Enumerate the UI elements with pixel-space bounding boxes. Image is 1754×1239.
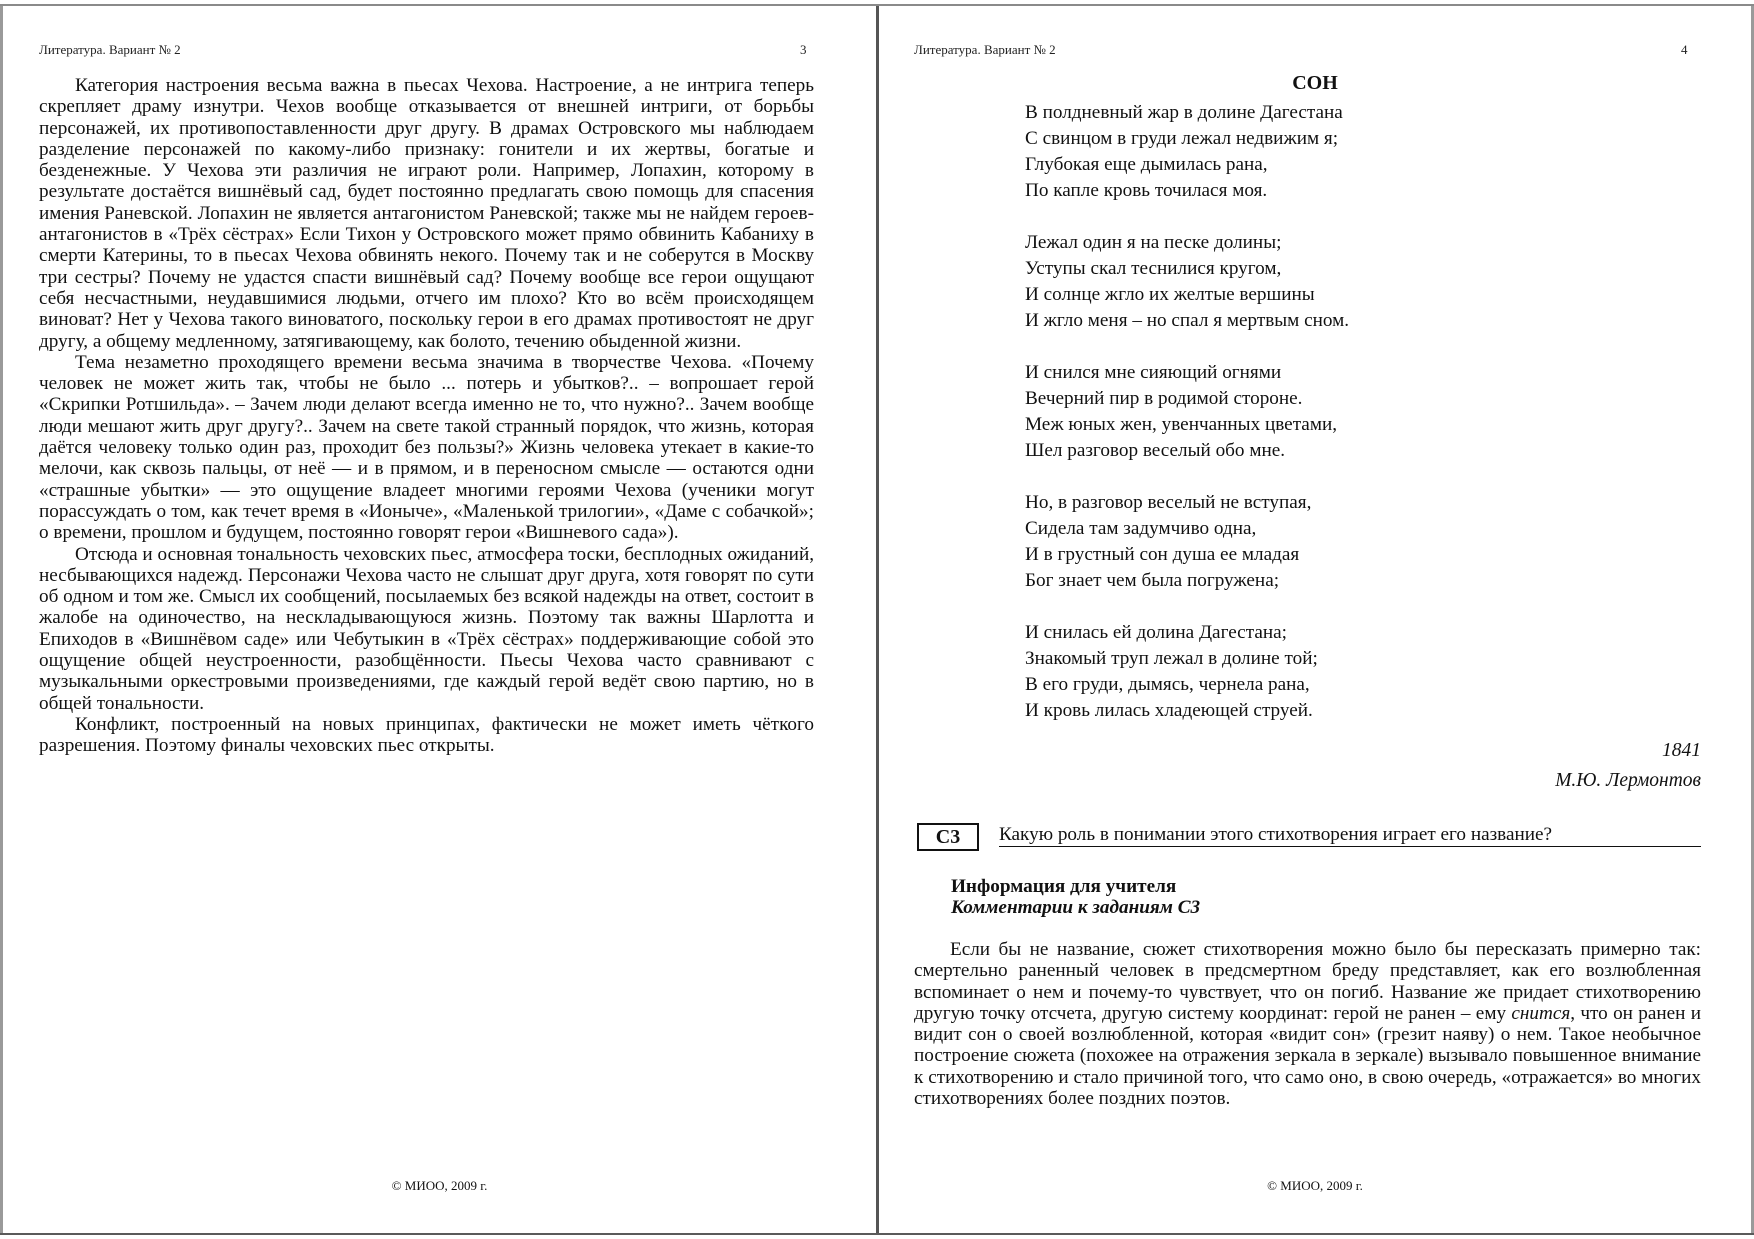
poem-line: Лежал один я на песке долины; — [1025, 232, 1282, 253]
stanza — [1025, 100, 1349, 204]
poem-line: Меж юных жен, увенчанных цветами, — [1025, 414, 1338, 435]
running-header: Литература. Вариант № 2 — [914, 42, 1056, 57]
poem-line: Но, в разговор веселый не вступая, — [1025, 492, 1312, 513]
paragraph: Категория настроения весьма важна в пьесах Чехова. Настроение, а не интрига теперь скрепляет драму изнутри. Чехов вообще отказывается от внешней интриги, от борьбы персонажей, их противопоставленности друг другу. В драмах Островского мы наблюдаем разделение персонажей по какому-либо признаку: гонители и их жертвы, богатые и безденежные. У Чехова эти различия не играют роли. Например, Лопахин, которому в результате достаётся вишнёвый сад, будет постоянно предлагать свою помощь для спасения имения Раневской. Лопахин не является антагонистом Раневской; также мы не найдем героев-антагонистов в «Трёх сёстрах» Если Тихон у Островского может прямо обвинить Кабаниху в смерти Катерины, то в пьесах Чехова обвинять некого. Почему так и не соберутся в Москву три сестры? Почему не удастся спасти вишнёвый сад? Почему вообще все герои ощущают себя несчастными, неудавшимися людьми, отчего им плохо? Кто во всём происходящем виноват? Нет у Чехова такого виноватого, поскольку герои в его драмах противостоят не друг другу, а общему медленному, затягивающему, как болото, течению обыденной жизни. — [39, 75, 814, 352]
poem-line: И жгло меня – но спал я мертвым сном. — [1025, 310, 1350, 331]
page-4 — [876, 6, 1754, 1233]
comment-paragraph — [914, 939, 1701, 1109]
stanza — [1025, 620, 1349, 724]
poem-line: В его груди, дымясь, чернела рана, — [1025, 674, 1310, 695]
frame-bottom-border — [0, 1233, 1754, 1235]
paragraph: Конфликт, построенный на новых принципах, фактически не может иметь чёткого разрешения. Поэтому финалы чеховских пьес открыты. — [39, 713, 814, 757]
poem-line: Шел разговор веселый обо мне. — [1025, 440, 1286, 461]
poem-line: Вечерний пир в родимой стороне. — [1025, 388, 1303, 409]
page-number: 4 — [1681, 42, 1688, 57]
poem-line: И снился мне сияющий огнями — [1025, 362, 1282, 383]
poem-author: М.Ю. Лермонтов — [1555, 770, 1701, 791]
teacher-info-heading: Информация для учителя — [951, 876, 1177, 897]
poem-line: И в грустный сон душа ее младая — [1025, 544, 1300, 565]
stanza — [1025, 360, 1349, 464]
comment-text: , что он ранен и видит сон о своей возлюбленной, которая «видит сон» (грезит наяву) о нем. Такое необычное построение сюжета (похожее на отражения зеркала в зеркале) вызывало повышенное внимание к стихотворению и стало причиной того, что само оно, в свою очередь, «отражается» во многих стихотворениях более поздних поэтов. — [914, 1002, 1702, 1110]
poem-line: С свинцом в груди лежал недвижим я; — [1025, 128, 1339, 149]
teacher-comment — [914, 939, 1701, 1109]
poem-title: СОН — [1292, 72, 1338, 94]
stanza — [1025, 490, 1349, 594]
task-question: Какую роль в понимании этого стихотворения играет его название? — [999, 824, 1701, 847]
poem-line: По капле кровь точилася моя. — [1025, 180, 1268, 201]
comment-text: Если бы не название, сюжет стихотворения можно было бы пересказать примерно так: смертельно раненный человек в предсмертном бреду представляет, как его возлюбленная вспоминает о нем и почему-то чувствует, что он погиб. Название же придает стихотворению другую точку отсчета, другую систему координат: герой не ранен – ему — [914, 939, 1701, 1024]
essay-text — [39, 75, 814, 757]
page-3 — [0, 6, 876, 1233]
poem-line: Сидела там задумчиво одна, — [1025, 518, 1257, 539]
comment-emphasis: снится — [1511, 1002, 1571, 1024]
paragraph: Тема незаметно проходящего времени весьма значима в творчестве Чехова. «Почему человек не может жить так, чтобы не было ... потерь и убытков?.. – вопрошает герой «Скрипки Ротшильда». – Зачем люди делают всегда именно не то, что нужно?.. Зачем вообще люди мешают жить друг другу?.. Зачем на свете такой странный порядок, что жизнь, которая даётся человеку только один раз, проходит без пользы?» Жизнь человека утекает в какие-то мелочи, как сквозь пальцы, от неё — и в прямом, и в переносном смысле — остаются одни «страшные убытки» — это ощущение владеет многими героями Чехова (ученики могут порассуждать о том, как течет время в «Ионыче», «Маленькой трилогии», «Даме с собачкой»; о времени, прошлом и будущем, постоянно говорят герои «Вишневого сада»). — [39, 351, 814, 544]
teacher-info-subheading: Комментарии к заданиям С3 — [951, 897, 1201, 918]
poem-line: В полдневный жар в долине Дагестана — [1025, 102, 1343, 123]
poem-line: И кровь лилась хладеющей струей. — [1025, 700, 1313, 721]
stanza — [1025, 230, 1349, 334]
poem-line: Глубокая еще дымилась рана, — [1025, 154, 1268, 175]
poem-date: 1841 — [1662, 740, 1701, 761]
poem-line: Знакомый труп лежал в долине той; — [1025, 648, 1318, 669]
poem-line: И солнце жгло их желтые вершины — [1025, 284, 1315, 305]
poem-line: Уступы скал теснилися кругом, — [1025, 258, 1282, 279]
poem-line: Бог знает чем была погружена; — [1025, 570, 1280, 591]
paragraph: Отсюда и основная тональность чеховских пьес, атмосфера тоски, бесплодных ожиданий, несбывающихся надежд. Персонажи Чехова часто не слышат друг друга, хотя говорят по сути об одном и том же. Смысл их сообщений, посылаемых без всякой надежды на ответ, состоит в жалобе на одиночество, на нескладывающуюся жизнь. Поэтому так важны Шарлотта и Епиходов в «Вишнёвом саде» или Чебутыкин в «Трёх сёстрах» поддерживающие собой это ощущение общей неустроенности, разобщённости. Пьесы Чехова часто сравнивают с музыкальными оркестровыми произведениями, где каждый герой ведёт свою партию, но в общей тональности. — [39, 543, 815, 714]
page-number: 3 — [800, 42, 807, 57]
copyright-footer: © МИОО, 2009 г. — [391, 1178, 488, 1193]
task-code-badge: С3 — [917, 823, 979, 851]
poem-body — [1025, 100, 1349, 750]
copyright-footer: © МИОО, 2009 г. — [1267, 1178, 1363, 1193]
running-header: Литература. Вариант № 2 — [39, 42, 181, 57]
poem-line: И снилась ей долина Дагестана; — [1025, 622, 1287, 643]
